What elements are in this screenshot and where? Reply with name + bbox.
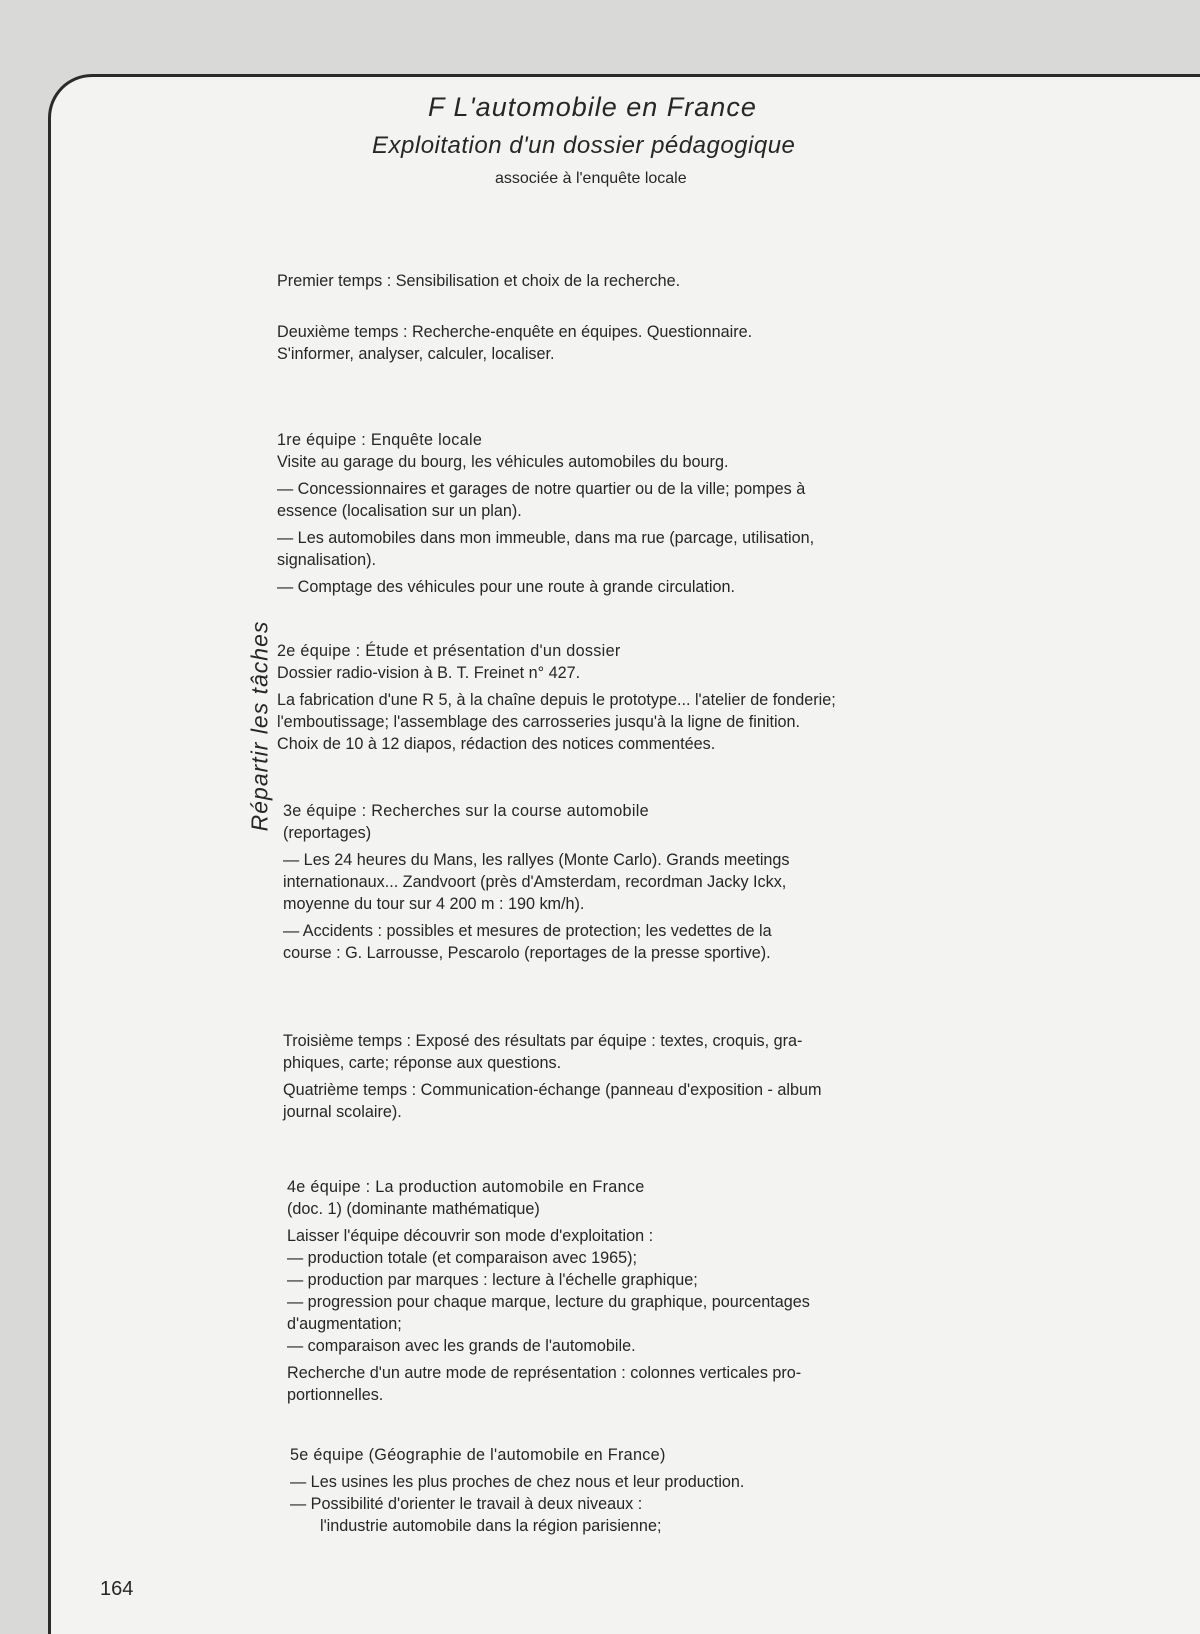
equipe-1-line: Visite au garage du bourg, les véhicules automobiles du bourg. bbox=[277, 453, 729, 471]
equipe-4-line: Recherche d'un autre mode de représentation : colonnes verticales pro- bbox=[287, 1364, 802, 1382]
equipe-4-heading: 4e équipe : La production automobile en France bbox=[287, 1178, 645, 1196]
equipe-1-heading: 1re équipe : Enquête locale bbox=[277, 431, 483, 449]
equipe-2-heading: 2e équipe : Étude et présentation d'un dossier bbox=[277, 642, 621, 660]
equipe-5-line: — Les usines les plus proches de chez nous et leur production. bbox=[290, 1473, 745, 1491]
equipe-4-line: (doc. 1) (dominante mathématique) bbox=[287, 1200, 540, 1218]
equipe-5-block bbox=[290, 1444, 990, 1537]
temps-2-block bbox=[277, 321, 977, 365]
equipe-4-line: d'augmentation; bbox=[287, 1315, 402, 1333]
temps-3-block bbox=[283, 1030, 983, 1123]
temps-2-line-1: Deuxième temps : Recherche-enquête en équipes. Questionnaire. bbox=[277, 323, 753, 341]
equipe-3-line: — Les 24 heures du Mans, les rallyes (Monte Carlo). Grands meetings bbox=[283, 851, 790, 869]
equipe-4-line: portionnelles. bbox=[287, 1386, 384, 1404]
page-number: 164 bbox=[100, 1578, 134, 1600]
equipe-1-line: signalisation). bbox=[277, 551, 376, 569]
equipe-4-line: — progression pour chaque marque, lecture du graphique, pourcentages bbox=[287, 1293, 810, 1311]
equipe-4-line: — production par marques : lecture à l'échelle graphique; bbox=[287, 1271, 698, 1289]
equipe-2-line: l'emboutissage; l'assemblage des carrosseries jusqu'à la ligne de finition. bbox=[277, 713, 801, 731]
equipe-3-line: — Accidents : possibles et mesures de protection; les vedettes de la bbox=[283, 922, 772, 940]
equipe-4-line: Laisser l'équipe découvrir son mode d'exploitation : bbox=[287, 1227, 654, 1245]
temps-4-line-1: Quatrième temps : Communication-échange (panneau d'exposition - album bbox=[283, 1081, 822, 1099]
equipe-1-line: — Comptage des véhicules pour une route à grande circulation. bbox=[277, 578, 736, 596]
equipe-2-line: Dossier radio-vision à B. T. Freinet n° 427. bbox=[277, 664, 581, 682]
temps-2-line-2: S'informer, analyser, calculer, localiser. bbox=[277, 345, 555, 363]
equipe-4-block bbox=[287, 1176, 987, 1406]
temps-3-line-1: Troisième temps : Exposé des résultats par équipe : textes, croquis, gra- bbox=[283, 1032, 803, 1050]
equipe-3-heading: 3e équipe : Recherches sur la course automobile bbox=[283, 802, 649, 820]
equipe-4-line: — production totale (et comparaison avec 1965); bbox=[287, 1249, 638, 1267]
temps-1-block bbox=[277, 270, 977, 292]
equipe-2-line: Choix de 10 à 12 diapos, rédaction des notices commentées. bbox=[277, 735, 716, 753]
equipe-1-line: essence (localisation sur un plan). bbox=[277, 502, 522, 520]
section-assoc-line: associée à l'enquête locale bbox=[495, 170, 687, 187]
section-title: F L'automobile en France bbox=[428, 92, 757, 122]
equipe-3-line: internationaux... Zandvoort (près d'Amsterdam, recordman Jacky Ickx, bbox=[283, 873, 787, 891]
equipe-3-block bbox=[283, 800, 983, 964]
side-label-vertical: Répartir les tâches bbox=[246, 620, 273, 832]
temps-1: Premier temps : Sensibilisation et choix de la recherche. bbox=[277, 272, 681, 290]
equipe-2-block bbox=[277, 640, 977, 755]
section-subtitle: Exploitation d'un dossier pédagogique bbox=[372, 132, 796, 159]
equipe-3-line: moyenne du tour sur 4 200 m : 190 km/h). bbox=[283, 895, 585, 913]
equipe-3-line: (reportages) bbox=[283, 824, 372, 842]
temps-4-line-2: journal scolaire). bbox=[283, 1103, 402, 1121]
equipe-1-line: — Concessionnaires et garages de notre quartier ou de la ville; pompes à bbox=[277, 480, 806, 498]
equipe-5-line: — Possibilité d'orienter le travail à deux niveaux : bbox=[290, 1495, 643, 1513]
equipe-3-line: course : G. Larrousse, Pescarolo (reportages de la presse sportive). bbox=[283, 944, 771, 962]
equipe-5-line: l'industrie automobile dans la région parisienne; bbox=[320, 1517, 662, 1535]
equipe-2-line: La fabrication d'une R 5, à la chaîne depuis le prototype... l'atelier de fonderie; bbox=[277, 691, 836, 709]
equipe-4-line: — comparaison avec les grands de l'automobile. bbox=[287, 1337, 636, 1355]
equipe-1-block bbox=[277, 429, 977, 598]
equipe-1-line: — Les automobiles dans mon immeuble, dans ma rue (parcage, utilisation, bbox=[277, 529, 815, 547]
equipe-5-heading: 5e équipe (Géographie de l'automobile en France) bbox=[290, 1446, 666, 1464]
temps-3-line-2: phiques, carte; réponse aux questions. bbox=[283, 1054, 562, 1072]
